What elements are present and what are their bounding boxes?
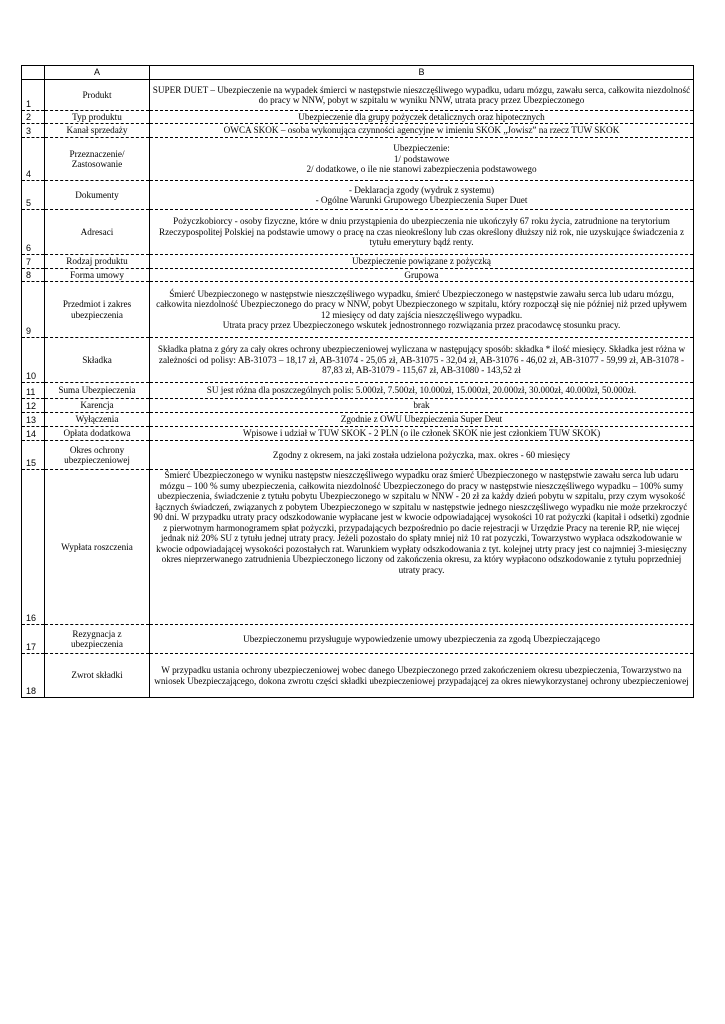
table-row	[22, 124, 694, 138]
table-row	[22, 625, 694, 654]
row-value-cell[interactable]	[150, 138, 694, 181]
row-number[interactable]: 3	[22, 124, 45, 138]
row-label-cell[interactable]: Okres ochrony ubezpieczeniowej	[45, 441, 150, 470]
row-number[interactable]: 17	[22, 625, 45, 654]
row-number[interactable]: 8	[22, 269, 45, 282]
row-value-cell[interactable]	[150, 80, 694, 111]
row-number[interactable]: 18	[22, 654, 45, 698]
table-row	[22, 80, 694, 111]
row-number[interactable]: 5	[22, 181, 45, 210]
column-header-row	[22, 66, 694, 80]
row-value-text: SUPER DUET – Ubezpieczenie na wypadek śmierci w następstwie nieszczęśliwego wypadku, udaru mózgu, zawału serca, całkowita niezdolność do pracy w NNW, pobyt w szpitalu w wyniku NNW, utrata pracy przez Ubezpieczonego	[152, 84, 691, 105]
row-number[interactable]: 2	[22, 111, 45, 124]
row-label-cell[interactable]: Karencja	[45, 399, 150, 413]
row-value-cell[interactable]	[150, 111, 694, 124]
row-label-cell[interactable]: Forma umowy	[45, 269, 150, 282]
row-number[interactable]: 14	[22, 427, 45, 441]
row-value-text: Grupowa	[404, 269, 439, 280]
row-label-cell[interactable]: Wyłączenia	[45, 413, 150, 427]
row-value-text: Ubezpieczenie dla grupy pożyczek detalicznych oraz hipotecznych	[298, 111, 545, 122]
corner-cell[interactable]	[22, 66, 45, 80]
row-value-text: Ubezpieczenie: 1/ podstawowe 2/ dodatkowe, o ile nie stanowi zabezpieczenia podstawowego	[306, 143, 537, 175]
row-value-text: W przypadku ustania ochrony ubezpieczeniowej wobec danego Ubezpieczonego przed zakończeniem okresu ubezpieczenia, Towarzystwo na wniosek Ubezpieczającego, dokona zwrotu części składki ubezpieczeniowej przypadającej za okres niewykorzystanej ochrony ubezpieczeniowej	[154, 665, 689, 686]
row-label-cell[interactable]: Suma Ubezpieczenia	[45, 383, 150, 399]
row-value-text: OWCA SKOK – osoba wykonująca czynności agencyjne w imieniu SKOK „Jowisz” na rzecz TUW SKOK	[223, 125, 620, 136]
row-value-cell[interactable]	[150, 413, 694, 427]
row-label-cell[interactable]: Adresaci	[45, 210, 150, 255]
row-label-cell[interactable]: Produkt	[45, 80, 150, 111]
row-number[interactable]: 4	[22, 138, 45, 181]
row-value-text: Śmierć Ubezpieczonego w wyniku następstw nieszczęśliwego wypadku oraz śmierć Ubezpieczonego w następstwie zawału serca lub udaru mózgu – 100 % sumy ubezpieczenia, całkowita niezdolność Ubezpieczonego do pracy w następstwie nieszczęśliwego wypadku – 100% sumy ubezpieczenia, świadczenie z tytułu pobytu Ubezpieczonego w szpitalu w NNW - 20 zł za każdy dzień pobytu w szpitalu, przy czym wysokość łącznych świadczeń, związanych z pobytem Ubezpieczonego w szpitalu w następstwie jednego nieszczęśliwego wypadku nie może przekroczyć 90 dni. W przypadku utraty pracy odszkodowanie wypłacane jest w kwocie odpowiadającej wysokości 10 rat pożyczki (kapitał i odsetki) zgodnie z pierwotnym harmonogramem spłat pożyczki, przypadających bezpośrednio po dacie rejestracji w Urzędzie Pracy na terenie RP, nie więcej jednak niż 20% SU z tytułu jednej utraty pracy. Jeżeli pozostało do spłaty mniej niż 10 rat pozyczki, Towarzystwo wypłaca odszkodowanie w kwocie odpowiadającej wysokości pozostałych rat. Warunkiem wypłaty odszkodowania z tyt. kolejnej utrty pracy jest co najmniej 3-miesięczny okres nieprzerwanego zatrudnienia Ubezpieczonego liczony od zakończenia okresu, za który wypłacono odszkodowanie z tytułu poprzedniej utraty pracy.	[153, 470, 690, 575]
table-row	[22, 181, 694, 210]
row-value-text: - Deklaracja zgody (wydruk z systemu) - Ogólne Warunki Grupowego Ubezpieczenia Super Duet	[315, 184, 528, 205]
row-value-cell[interactable]	[150, 470, 694, 625]
row-number[interactable]: 6	[22, 210, 45, 255]
row-label-cell[interactable]: Przedmiot i zakres ubezpieczenia	[45, 282, 150, 338]
row-number[interactable]: 1	[22, 80, 45, 111]
row-value-text: Ubezpieczenie powiązane z pożyczką	[351, 256, 491, 267]
row-value-text: Ubezpieczonemu przysługuje wypowiedzenie umowy ubezpieczenia za zgodą Ubezpieczającego	[243, 633, 600, 644]
product-table	[21, 65, 694, 698]
table-row	[22, 210, 694, 255]
row-value-cell[interactable]	[150, 338, 694, 383]
row-number[interactable]: 10	[22, 338, 45, 383]
row-label-cell[interactable]: Przeznaczenie/ Zastosowanie	[45, 138, 150, 181]
table-row	[22, 441, 694, 470]
row-value-text: Wpisowe i udział w TUW SKOK - 2 PLN (o ile członek SKOK nie jest członkiem TUW SKOK)	[242, 428, 601, 439]
row-label-cell[interactable]: Wypłata roszczenia	[45, 470, 150, 625]
table-row	[22, 470, 694, 625]
row-value-text: SU jest różna dla poszczególnych polis: 5.000zł, 7.500zł, 10.000zł, 15.000zł, 20.000zł, 30.000zł, 40.000zł, 50.000zł.	[206, 385, 637, 396]
row-value-cell[interactable]	[150, 427, 694, 441]
row-value-text: Śmierć Ubezpieczonego w następstwie nieszczęśliwego wypadku, śmierć Ubezpieczonego w następstwie zawału serca lub udaru mózgu, całkowita niezdolność Ubezpieczonego do pracy w NNW, pobyt Ubezpieczonego w szpitalu, który rozpoczął się nie później niż przed upływem 12 miesięcy od daty zajścia nieszczęśliwego wypadku. Utrata pracy przez Ubezpieczonego wskutek jednostronnego rozwiązania przez pracodawcę stosunku pracy.	[156, 288, 687, 330]
row-number[interactable]: 15	[22, 441, 45, 470]
row-value-cell[interactable]	[150, 124, 694, 138]
row-label-cell[interactable]: Typ produktu	[45, 111, 150, 124]
table-row	[22, 269, 694, 282]
row-value-text: Pożyczkobiorcy - osoby fizyczne, które w dniu przystąpienia do ubezpieczenia nie ukończyły 67 roku życia, zatrudnione na terytorium Rzeczypospolitej Polskiej na podstawie umowy o pracę na czas nieokreślony lub czas określony dłuższy niż rok, nie uzyskujące świadczenia z tytułu emerytury bądź renty.	[158, 216, 685, 248]
row-label-cell[interactable]: Kanał sprzedaży	[45, 124, 150, 138]
row-value-cell[interactable]	[150, 399, 694, 413]
row-value-cell[interactable]	[150, 383, 694, 399]
table-row	[22, 399, 694, 413]
row-value-cell[interactable]	[150, 282, 694, 338]
row-label-cell[interactable]: Dokumenty	[45, 181, 150, 210]
row-label-cell[interactable]: Zwrot składki	[45, 654, 150, 698]
row-number[interactable]: 16	[22, 470, 45, 625]
row-label-cell[interactable]: Rodzaj produktu	[45, 255, 150, 269]
table-row	[22, 427, 694, 441]
row-value-text: Zgodnie z OWU Ubezpieczenia Super Deut	[340, 414, 503, 425]
row-value-cell[interactable]	[150, 441, 694, 470]
row-value-text: brak	[413, 400, 430, 411]
row-value-cell[interactable]	[150, 181, 694, 210]
table-row	[22, 654, 694, 698]
row-number[interactable]: 11	[22, 383, 45, 399]
row-value-text: Zgodny z okresem, na jaki została udzielona pożyczka, max. okres - 60 miesięcy	[272, 449, 571, 460]
row-number[interactable]: 13	[22, 413, 45, 427]
row-label-cell[interactable]: Składka	[45, 338, 150, 383]
column-header-b[interactable]: B	[150, 66, 694, 80]
table-row	[22, 413, 694, 427]
column-header-a[interactable]: A	[45, 66, 150, 80]
row-value-cell[interactable]	[150, 210, 694, 255]
row-value-cell[interactable]	[150, 654, 694, 698]
row-value-cell[interactable]	[150, 625, 694, 654]
row-value-cell[interactable]	[150, 269, 694, 282]
row-number[interactable]: 7	[22, 255, 45, 269]
row-number[interactable]: 12	[22, 399, 45, 413]
row-value-cell[interactable]	[150, 255, 694, 269]
table-row	[22, 138, 694, 181]
table-row	[22, 282, 694, 338]
row-value-text: Składka płatna z góry za cały okres ochrony ubezpieczeniowej wyliczana w następujący sposób: składka * ilość miesięcy. Składka jest różna w zależności od polisy: AB-31073 – 18,17 zł, AB-31074 - 25,05 zł, AB-31075 - 32,04 zł, AB-31076 - 46,02 zł, AB-31077 - 59,99 zł, AB-31078 - 87,83 zł, AB-31079 - 115,67 zł, AB-31080 - 143,52 zł	[157, 344, 686, 376]
table-row	[22, 255, 694, 269]
table-row	[22, 111, 694, 124]
row-label-cell[interactable]: Opłata dodatkowa	[45, 427, 150, 441]
table-row	[22, 338, 694, 383]
table-row	[22, 383, 694, 399]
row-label-cell[interactable]: Rezygnacja z ubezpieczenia	[45, 625, 150, 654]
row-number[interactable]: 9	[22, 282, 45, 338]
